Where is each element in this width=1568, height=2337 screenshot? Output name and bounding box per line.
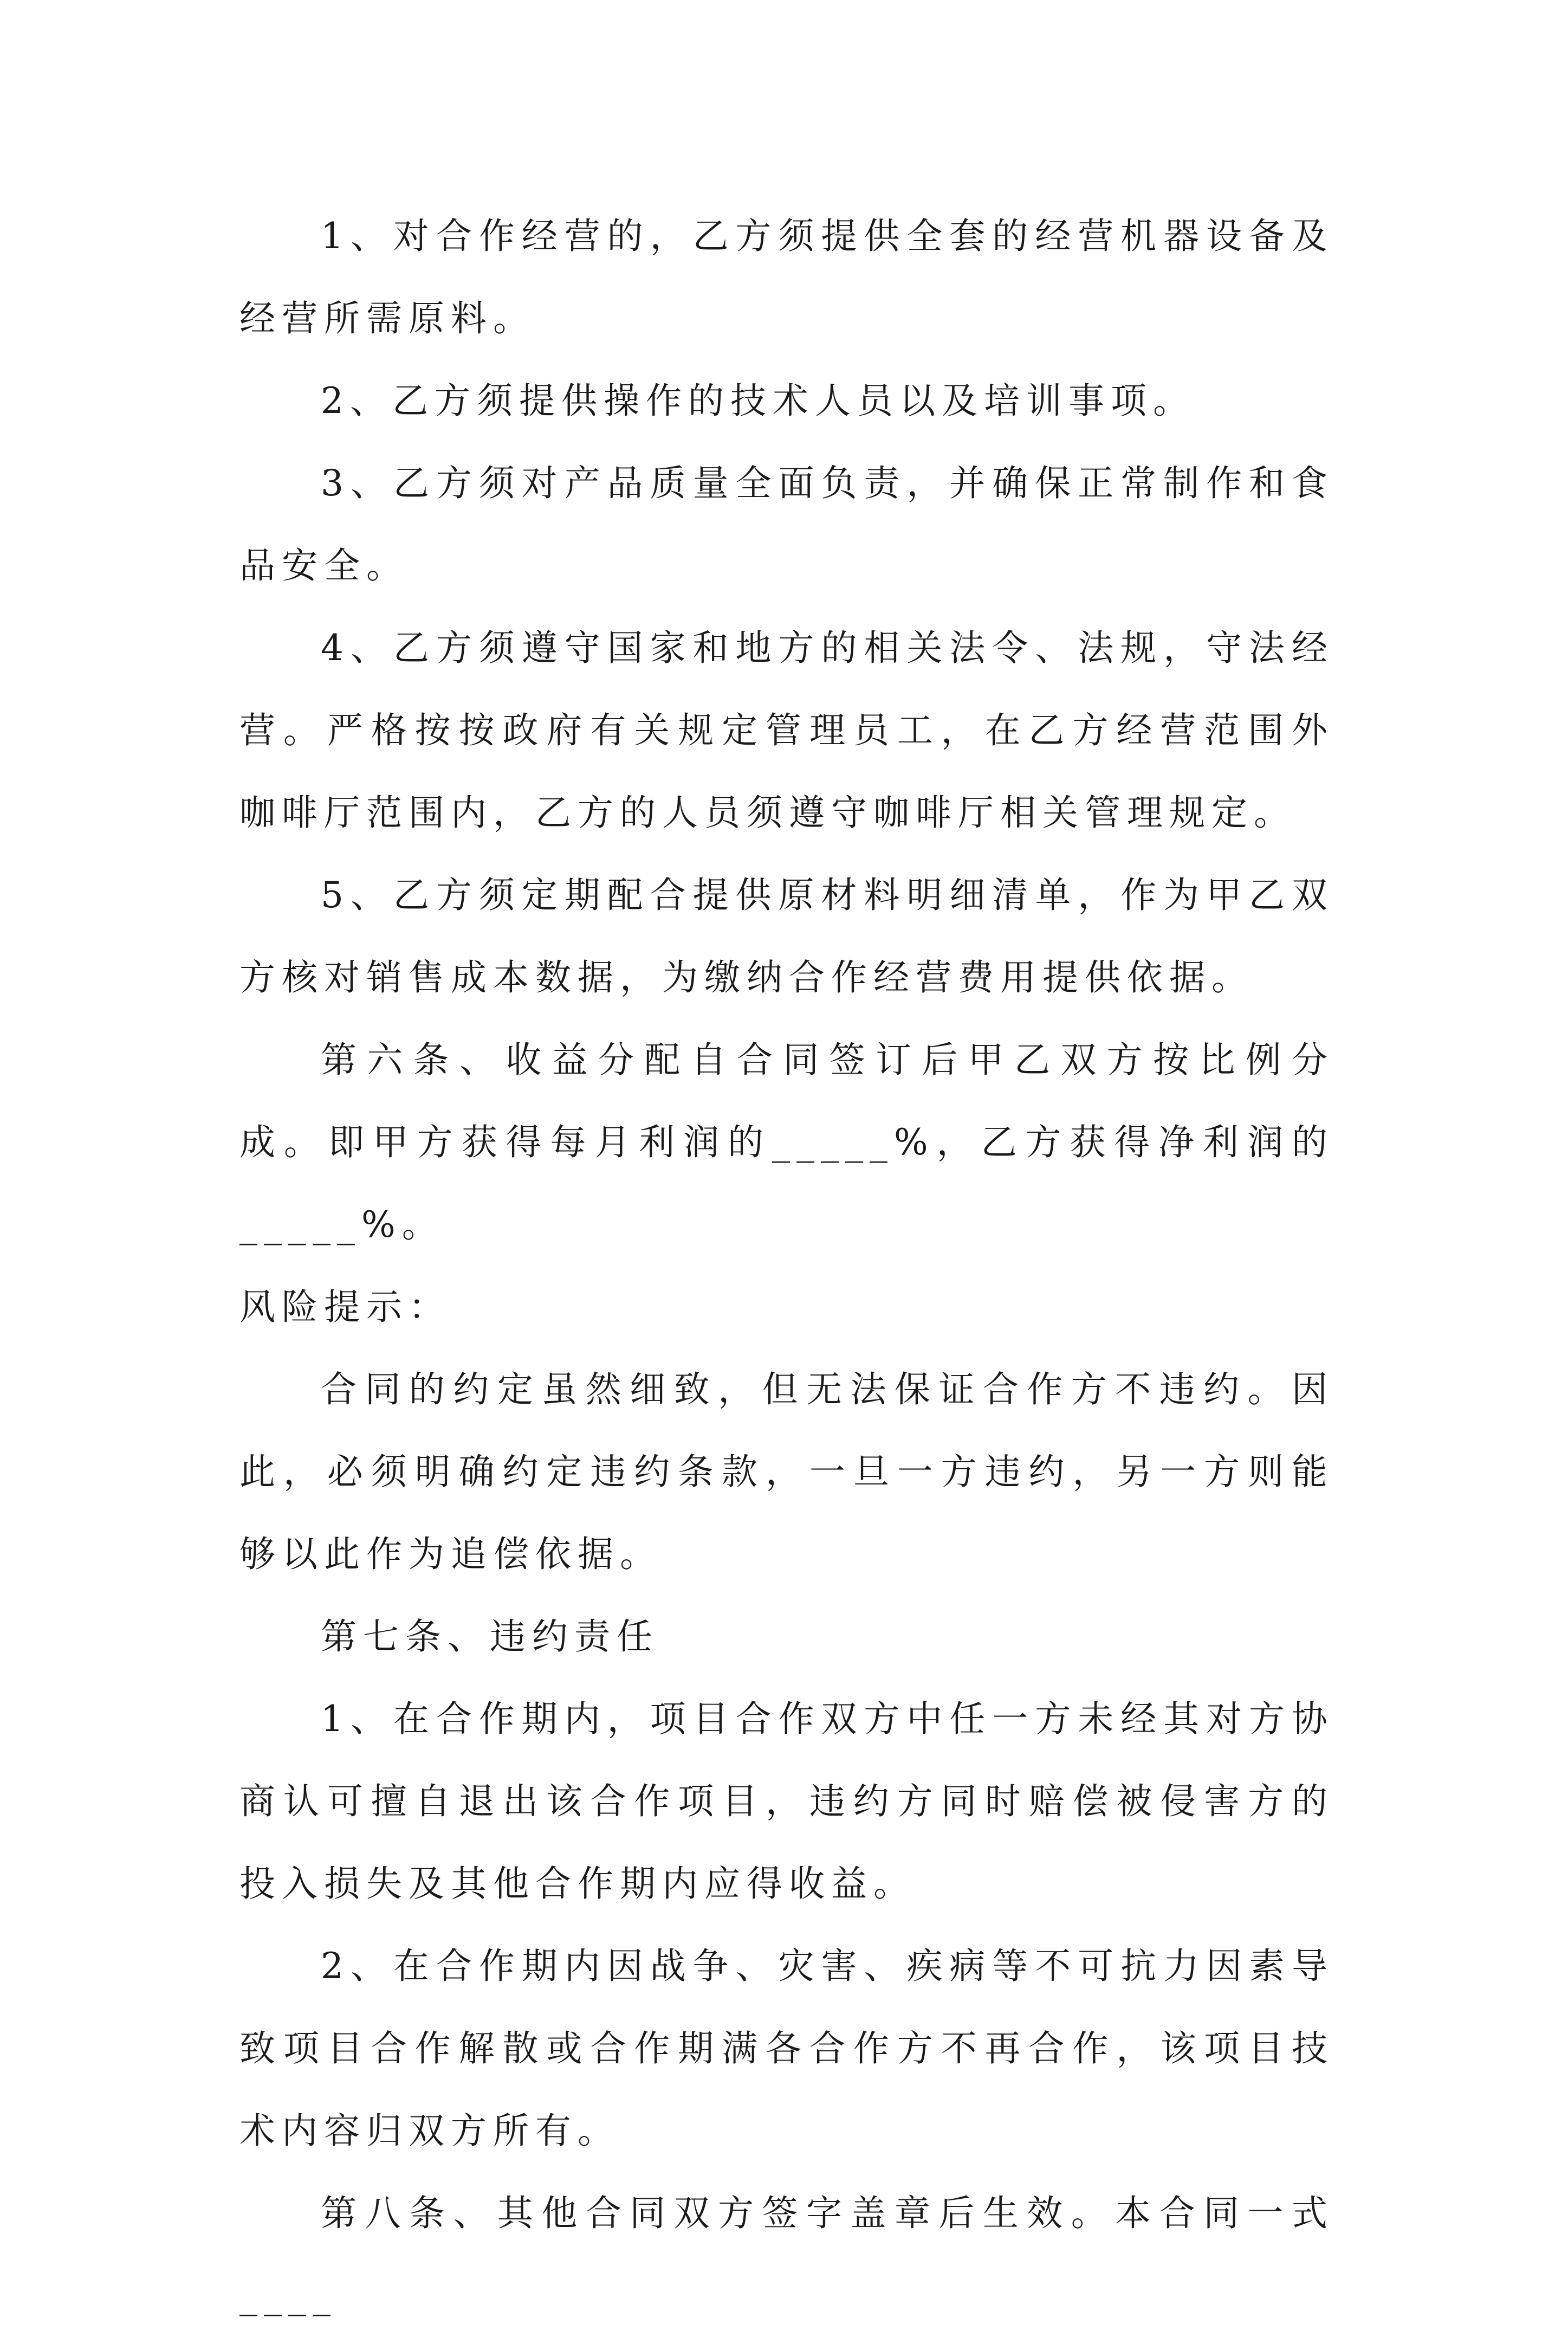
risk-notice-text: 合同的约定虽然细致，但无法保证合作方不违约。因此，必须明确约定违约条款，一旦一方违约，另一方则能够以此作为追偿依据。 xyxy=(239,1368,1334,1575)
article-8-other: 第八条、其他合同双方签字盖章后生效。本合同一式____ xyxy=(239,2192,1334,2316)
clause-4-compliance: 4、乙方须遵守国家和地方的相关法令、法规，守法经营。严格按按政府有关规定管理员工，在乙方经营范围外咖啡厅范围内，乙方的人员须遵守咖啡厅相关管理规定。 xyxy=(239,627,1334,834)
risk-notice-heading: 风险提示： xyxy=(239,1286,451,1328)
article-7-item-1: 1、在合作期内，项目合作双方中任一方未经其对方协商认可擅自退出该合作项目，违约方同时赔偿被侵害方的投入损失及其他合作期内应得收益。 xyxy=(239,1698,1334,1905)
clause-5-materials-list: 5、乙方须定期配合提供原材料明细清单，作为甲乙双方核对销售成本数据，为缴纳合作经营费用提供依据。 xyxy=(239,874,1334,998)
article-6-profit-sharing: 第六条、收益分配自合同签订后甲乙双方按比例分成。即甲方获得每月利润的_____%，乙方获得净利润的_____%。 xyxy=(239,1039,1334,1245)
clause-1-equipment: 1、对合作经营的，乙方须提供全套的经营机器设备及经营所需原料。 xyxy=(239,215,1334,339)
clause-2-technicians: 2、乙方须提供操作的技术人员以及培训事项。 xyxy=(321,380,1195,422)
document-body xyxy=(239,195,1334,2337)
clause-3-quality: 3、乙方须对产品质量全面负责，并确保正常制作和食品安全。 xyxy=(239,462,1334,586)
article-7-heading: 第七条、违约责任 xyxy=(321,1616,659,1657)
article-7-item-2: 2、在合作期内因战争、灾害、疾病等不可抗力因素导致项目合作解散或合作期满各合作方不再合作，该项目技术内容归双方所有。 xyxy=(239,1945,1334,2152)
